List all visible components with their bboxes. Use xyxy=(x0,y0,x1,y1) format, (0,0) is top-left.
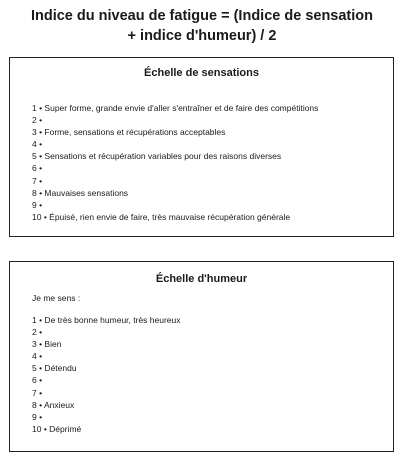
scale-item: 9 • xyxy=(32,199,43,210)
scale-item: 6 • xyxy=(32,375,43,386)
page-title xyxy=(0,6,404,46)
scale-item: 10 • Épuisé, rien envie de faire, très mauvaise récupération générale xyxy=(32,211,291,222)
scale-item: 7 • xyxy=(32,387,43,398)
scale-item: 6 • xyxy=(32,163,43,174)
scale-item: 3 • Forme, sensations et récupérations acceptables xyxy=(32,127,226,138)
scale-item: 10 • Déprimé xyxy=(32,423,82,434)
sensations-scale-heading: Échelle de sensations xyxy=(144,67,259,79)
scale-item: 8 • Anxieux xyxy=(32,399,75,410)
scale-item: 4 • xyxy=(32,139,43,150)
sensations-scale-list xyxy=(32,102,318,223)
scale-item: 7 • xyxy=(32,175,43,186)
scale-item: 4 • xyxy=(32,351,43,362)
scale-item: 9 • xyxy=(32,411,43,422)
humeur-scale-list xyxy=(32,314,181,435)
scale-item: 2 • xyxy=(32,327,43,338)
humeur-intro: Je me sens : xyxy=(32,293,81,303)
page-title-line-2: + indice d'humeur) / 2 xyxy=(127,28,277,44)
scale-item: 1 • Super forme, grande envie d'aller s'entraîner et de faire des compétitions xyxy=(32,103,319,113)
humeur-scale-panel xyxy=(9,261,394,452)
sensations-scale-panel xyxy=(9,57,394,237)
scale-item: 1 • De très bonne humeur, très heureux xyxy=(32,315,181,325)
scale-item: 2 • xyxy=(32,115,43,126)
scale-item: 5 • Détendu xyxy=(32,363,77,374)
scale-item: 8 • Mauvaises sensations xyxy=(32,187,129,198)
scale-item: 5 • Sensations et récupération variables pour des raisons diverses xyxy=(32,151,282,162)
page-title-line-1: Indice du niveau de fatigue = (Indice de sensation xyxy=(30,8,374,24)
humeur-scale-heading: Échelle d'humeur xyxy=(155,273,248,285)
scale-item: 3 • Bien xyxy=(32,339,62,350)
